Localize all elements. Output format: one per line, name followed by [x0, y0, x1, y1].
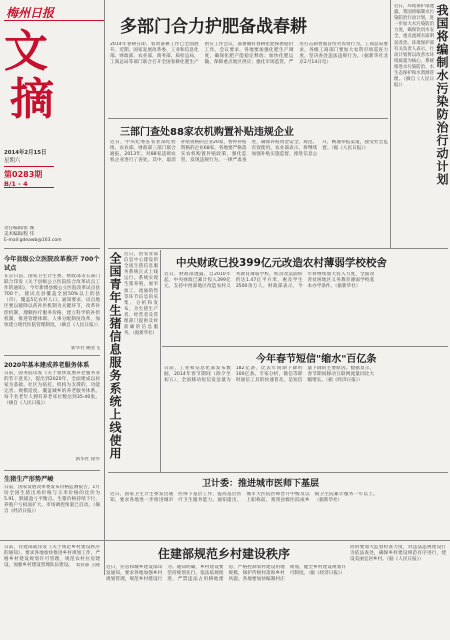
editor-email: E-mail:gdeawb@163.com [4, 238, 62, 244]
section-logo-bottom: 摘 [10, 74, 54, 125]
bottom-story-headline: 住建部规范乡村建设秩序 [158, 547, 291, 561]
vertical-story-body: 近日，由农业部信息中心建设的全国生猪信息服务系统正式上线运行。系统实现生猪养殖、屠宰加工、流通销售等环节信息的采集、分析和发布，为生猪生产者、经营者及管理部门提供及时准确的信息服务。（据新华社） [124, 252, 158, 337]
sidebar-item [4, 360, 100, 468]
masthead-rule [4, 20, 104, 21]
story-headline: 中央财政已投399亿元改造农村薄弱学校校舍 [176, 257, 387, 269]
column-divider [390, 0, 391, 248]
vertical-story-title: 全国青年生猪信息服务系统上线使用 [108, 252, 122, 460]
sidebar-item-body: 在京日前，国家卫生计生委、财政部等五部门联合印发《关于县级公立医院综合改革试点工作的通知》，今年新增县级公立医院改革试点县700个，使试点县覆盖全国50%以上的县（市），覆盖5亿农村人口。通知要求，试点地区要以破除以药补医机制为关键环节，改革补偿机制，理顺医疗服务价格，建立科学的补偿机制，推进管理体制、人事分配制度改革，加快建立现代医院管理制度。（摘自《人民日报》） [4, 274, 100, 328]
story-divider [108, 472, 448, 473]
editors-block [4, 226, 100, 248]
story-body: 近日，国家卫生计生委发出通知，要求各地进一步推进城市医师下基层工作，提高基层医疗卫生服务能力。通知提出，城市大医院医师晋升中级及以上职称前，须到县级医院或乡镇卫生院累计服务一年以上。（据新华社） [110, 492, 378, 504]
story-divider [162, 346, 448, 347]
vertical-story-title: 我国将编制水污染防治行动计划 [435, 4, 449, 186]
story-body: 日前，工业和信息化部发布数据，2014年春节期间（除夕至初五），全国移动短信发送量为182亿条，比去年同期下降约100亿条。专家分析，微信等即时通信工具的快速普及，是短信量下降的主要原因。数据显示，春节期间移动互联网流量同比大幅增长。（据《经济日报》） [164, 366, 375, 384]
sidebar-divider [4, 470, 100, 471]
sidebar-item-body: 日前，国家发展改革委发布价格监测报告，1月份全国生猪出场价格与玉米价格的比价为5.91，跌破盈亏平衡点。生猪价格持续下行，养殖户亏损面扩大，市场调控预案已启动。（摘自《经济日报》） [4, 485, 100, 515]
bottom-left-body: 日前，住建部就印发《关于规范乡村建设秩序的通知》，要求各地加快推进乡村规划工作，严格乡村建设规划许可管理，规范农村住房建设，加强乡村建设管理队伍建设。 [4, 545, 100, 569]
issue-number-box [4, 166, 54, 188]
story-divider [0, 540, 450, 541]
masthead-title: 梅州日报 [6, 6, 55, 20]
story-body: 近日，中央纪委驻农业部纪检组、农业部、财政部三部门联合通报，2013年，对88家违规农机企业进行了查处。其中，取消补贴资格的企业20家，暂停补贴资格的企业68家。各地要严格落实农机购置补贴政策，强化监管，发现违规行为，一律严肃查处，确保补贴资金安全、规范、有效使用。农业部表示，将继续加强补贴实施监督，推进信息公开，畅通举报渠道，接受社会监督。（据《人民日报》） [110, 140, 388, 164]
story-headline: 今年春节短信"缩水"百亿条 [256, 354, 377, 365]
sidebar-divider [4, 355, 100, 356]
issue-weekday: 星期六 [4, 158, 21, 164]
bottom-right-body: 同时要加大监督检查力度，对违法违规建设行为依法查处，确保乡村建设规范有序进行，建设美丽宜居乡村。（据《人民日报》） [350, 545, 446, 563]
bottom-story-body: 近日，住房和城乡建设部印发通知，要求各地加强乡村规划管理，规范乡村建设行为。通知明确，乡村建设要坚持规划先行，依法依规推进，严禁违法占用耕地建房，严格控制农村建设用地规模，保护传统村落和乡村风貌。各地要加快编制村庄规划，健全乡村建设规划许可制度。（据《经济日报》） [106, 565, 346, 583]
story-divider [108, 118, 388, 119]
vertical-story-body: 近日，环境保护部透露，我国将编制水污染防治行动计划，进一步加大水污染防治力度，确保饮用水安全，重点流域水质明显改善。环境保护部有关负责人表示，行动计划将以改善水环境质量为核心，系统推进水污染防治、水生态保护和水资源管理。（摘自《人民日报》） [394, 4, 434, 89]
story-headline: 三部门查处88家农机购置补贴违规企业 [120, 127, 294, 138]
issue-pages: B/1 - 4 [4, 180, 28, 188]
sidebar-item-title: 2020年基本建成养老服务体系 [4, 362, 90, 369]
sidebar-item-body: 日前，国务院印发《关于加快发展养老服务业的若干意见》，提出到2020年，全面建成以居家为基础、社区为依托、机构为支撑的，功能完善、规模适度、覆盖城乡的养老服务体系。每千名老年人拥有养老床位数达到35-40张。（摘自《人民日报》） [4, 371, 100, 407]
lead-story-body: 2014年春耕在即，农资备耕工作已全面展开。近期，国家发展改革委、工业和信息化部、财政部、农业部、商务部、质检总局、工商总局等部门联合召开全国春耕化肥生产供应工作会议，部署做好春耕化肥保供稳价工作。会议要求，各地要加强化肥生产调度，确保化肥产能稳定释放；加快化肥运输，保障重点地区供应；强化市场监管，严厉打击制售假冒伪劣农资行为。工商总局要求，各级工商部门要加大农资市场巡查力度，坚决查处违法违规行为。（据新华社北京2月14日电） [110, 42, 388, 66]
sidebar-item-source: 农业部 王晓 [75, 563, 100, 568]
issue-number: 第0283期 [4, 170, 43, 179]
sidebar-item-title: 生猪生产形势严峻 [4, 476, 54, 483]
editor-line: 责任编辑/张 城 [4, 226, 34, 231]
sidebar-item-source: 新华社 鲍亚飞 [70, 346, 100, 351]
column-divider [104, 0, 105, 575]
story-headline: 卫计委：推进城市医师下基层 [202, 479, 320, 489]
issue-date: 2014年2月15日 [4, 150, 47, 156]
story-body: 近日，财政部透露，自2010年起，中央财政已累计投入399亿元，支持中西部地区改造农村义务教育薄弱学校，校舍改造面积约达1.47亿平方米，惠及学生3500余万人。财政部表示，今年将继续加大投入力度，全面改善贫困地区义务教育薄弱学校基本办学条件。（据新华社） [164, 272, 375, 290]
sidebar-item-title: 今年县级公立医院改革推开 700个试点 [4, 256, 100, 272]
column-divider [160, 250, 161, 472]
editor-line: 美术编辑/程 伟 [4, 232, 34, 238]
lead-headline: 多部门合力护肥备战春耕 [120, 17, 307, 37]
section-logo-top: 文 [4, 26, 48, 77]
sidebar-item-source: 新华社 徐华 [75, 457, 100, 462]
sidebar-item [4, 254, 100, 354]
story-divider [108, 248, 448, 249]
sidebar-divider [4, 248, 100, 249]
